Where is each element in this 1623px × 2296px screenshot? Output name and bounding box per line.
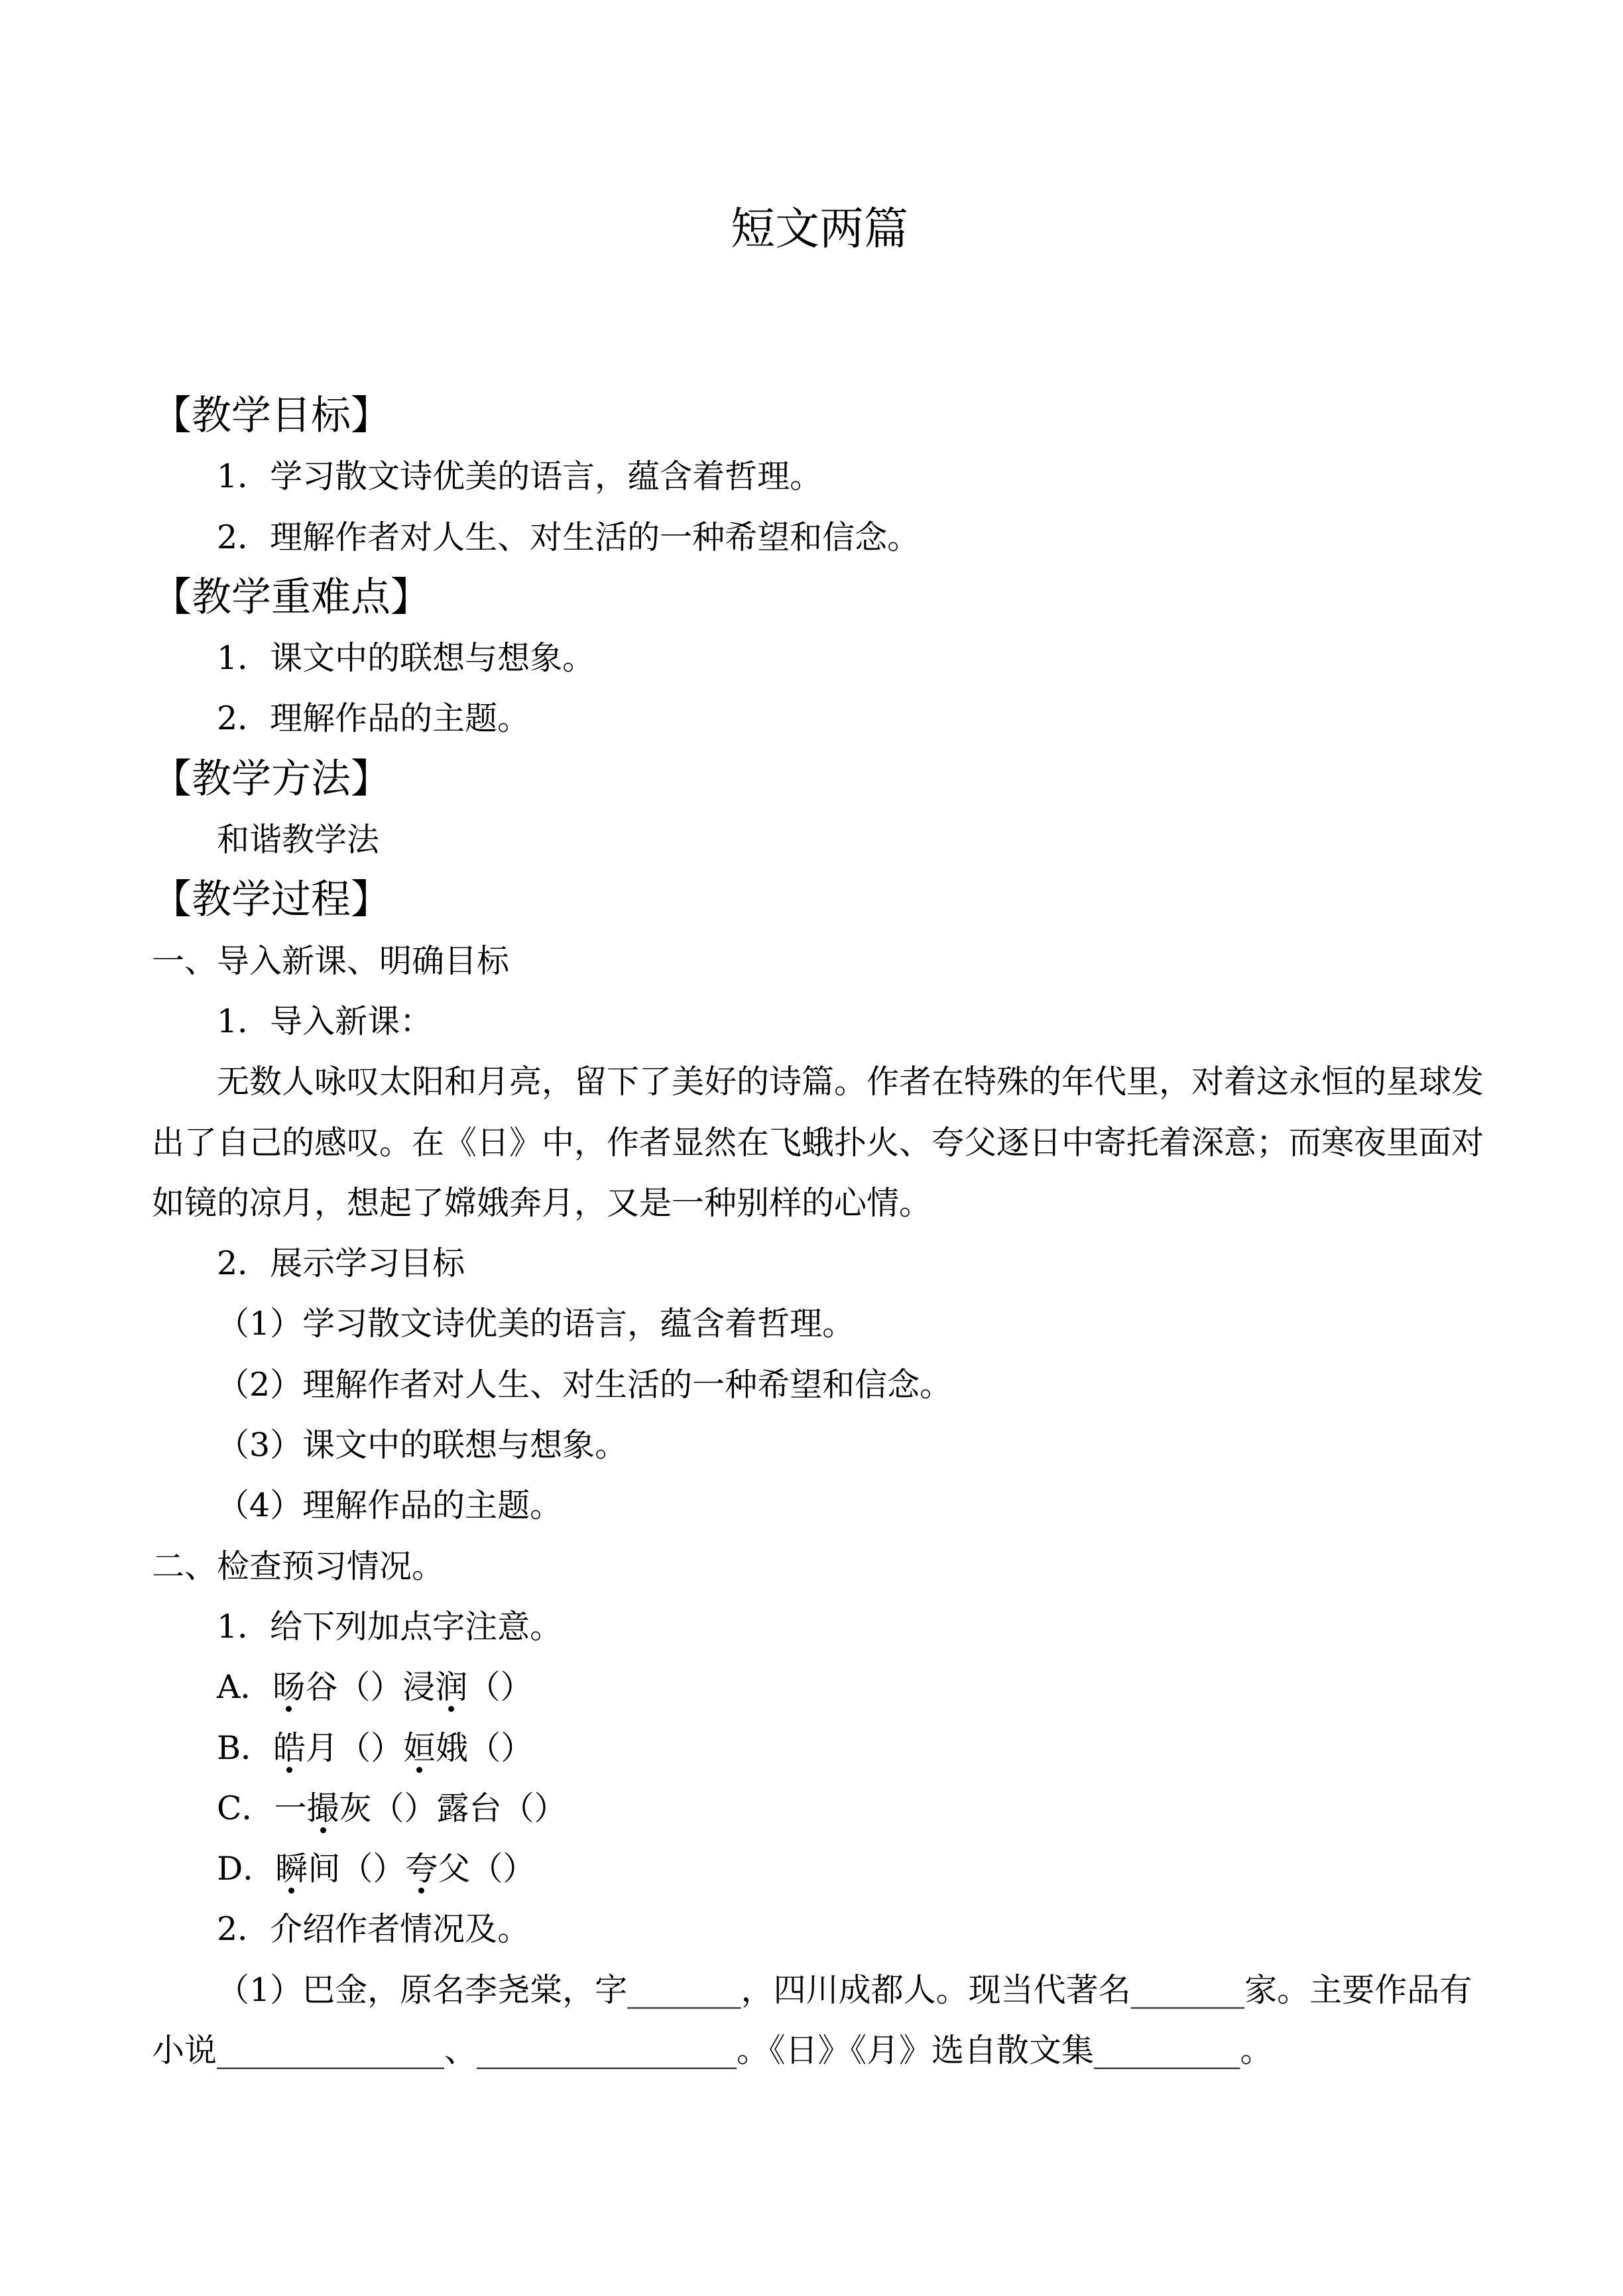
option-text: D．	[217, 1850, 276, 1888]
dotted-character: 润	[435, 1668, 468, 1707]
intro-label: 1．导入新课：	[217, 1002, 433, 1040]
option-text: A．	[217, 1668, 273, 1707]
difficulty-item: 2．理解作品的主题。	[217, 699, 530, 738]
option-text: 娥（）	[436, 1728, 534, 1767]
section-heading-teaching-method: 【教学方法】	[152, 755, 391, 802]
option-c	[152, 1778, 1487, 1839]
objectives-label: 2．展示学习目标	[217, 1244, 465, 1283]
objective-item: （4）理解作品的主题。	[217, 1486, 563, 1525]
goal-item: 1．学习散文诗优美的语言，蕴含着哲理。	[217, 457, 823, 496]
option-text: B．	[217, 1728, 274, 1767]
goal-item: 2．理解作者对人生、对生活的一种希望和信念。	[217, 518, 920, 556]
part-one-title: 一、导入新课、明确目标	[152, 941, 510, 980]
document-title: 短文两篇	[731, 203, 908, 255]
teaching-method-text: 和谐教学法	[217, 821, 380, 859]
dotted-character: 皓	[273, 1728, 306, 1767]
option-d	[152, 1839, 1487, 1899]
objective-item: （2）理解作者对人生、对生活的一种希望和信念。	[217, 1365, 953, 1404]
option-a	[152, 1657, 1487, 1717]
intro-paragraph-line: 如镜的凉月，想起了嫦娥奔月，又是一种别样的心情。	[152, 1183, 932, 1222]
intro-paragraph-line: 无数人咏叹太阳和月亮，留下了美好的诗篇。作者在特殊的年代里，对着这永恒的星球发	[217, 1063, 1484, 1101]
option-text: 父（）	[438, 1850, 536, 1888]
dotted-character: 姮	[403, 1728, 436, 1767]
dotted-character: 夸	[405, 1850, 438, 1888]
option-b	[152, 1718, 1487, 1778]
option-text: 谷（）浸	[305, 1668, 436, 1707]
part-two-title: 二、检查预习情况。	[152, 1547, 445, 1585]
dotted-character: 撮	[306, 1789, 339, 1827]
section-heading-key-difficulties: 【教学重难点】	[152, 574, 430, 621]
option-text: 间（）	[308, 1850, 406, 1888]
option-text: （）	[467, 1668, 533, 1707]
author-intro-line: 小说______________、________________。《日》《月》选自散文集_________。	[152, 2031, 1273, 2070]
objective-item: （3）课文中的联想与想象。	[217, 1426, 628, 1465]
difficulty-item: 1．课文中的联想与想象。	[217, 639, 595, 678]
author-intro-label: 2．介绍作者情况及。	[217, 1910, 530, 1949]
objective-item: （1）学习散文诗优美的语言，蕴含着哲理。	[217, 1305, 855, 1343]
dotted-character: 瞬	[275, 1850, 308, 1888]
document-body	[152, 386, 1487, 2081]
dotted-character: 旸	[272, 1668, 306, 1707]
author-intro-line: （1）巴金，原名李尧棠，字_______，四川成都人。现当代著名_______家。主要作品有	[217, 1970, 1473, 2009]
section-heading-teaching-goals: 【教学目标】	[152, 393, 391, 439]
option-text: 灰（）露台（）	[339, 1789, 567, 1827]
option-text: C．一	[217, 1789, 307, 1827]
option-text: 月（）	[306, 1728, 404, 1767]
pronunciation-prompt: 1．给下列加点字注意。	[217, 1607, 563, 1646]
section-heading-teaching-process: 【教学过程】	[152, 876, 391, 924]
intro-paragraph-line: 出了自己的感叹。在《日》中，作者显然在飞蛾扑火、夸父逐日中寄托着深意；而寒夜里面对	[152, 1123, 1484, 1162]
